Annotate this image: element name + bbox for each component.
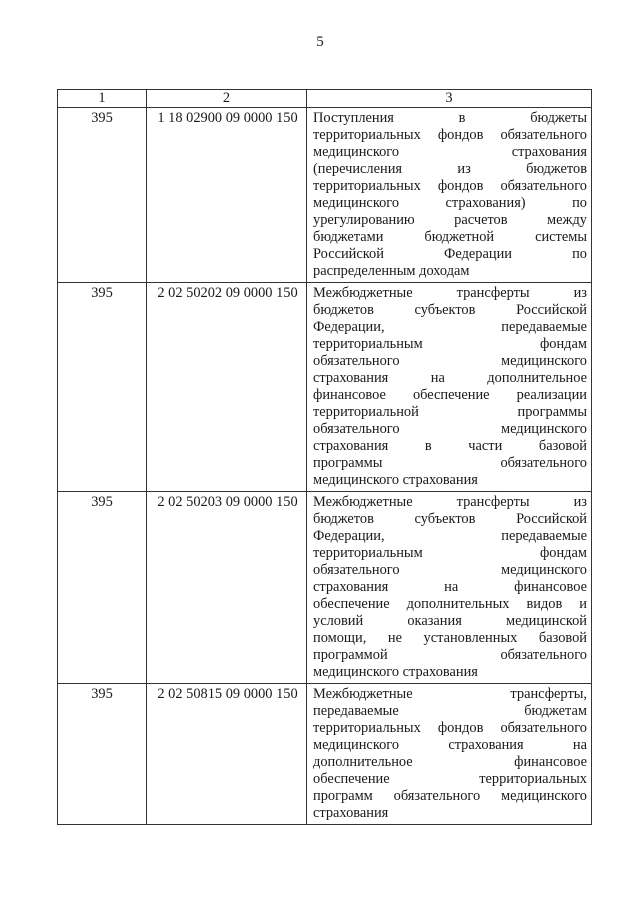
table-header-row — [58, 90, 592, 108]
income-description-cell — [307, 492, 592, 684]
description-line: Межбюджетные трансферты из — [313, 285, 587, 301]
description-line: территориальной программы — [313, 404, 587, 420]
description-line: Российской Федерации по — [313, 246, 587, 262]
description-line: страхования — [313, 805, 389, 821]
description-line: обязательного медицинского — [313, 562, 587, 578]
column-header-2: 2 — [147, 90, 307, 108]
description-line: страхования в части базовой — [313, 438, 587, 454]
description-line: распределенным доходам — [313, 263, 470, 279]
description-line: медицинского страхования на — [313, 737, 587, 753]
description-line: медицинского страхования) по — [313, 195, 587, 211]
description-line: обеспечение дополнительных видов и — [313, 596, 587, 612]
description-line: (перечисления из бюджетов — [313, 161, 587, 177]
description-line: Поступления в бюджеты — [313, 110, 587, 126]
description-line: Федерации, передаваемые — [313, 319, 587, 335]
budget-classification-code-cell: 2 02 50203 09 0000 150 — [147, 492, 307, 684]
income-description-cell — [307, 108, 592, 283]
column-header-3: 3 — [307, 90, 592, 108]
description-line: условий оказания медицинской — [313, 613, 587, 629]
description-line: медицинского страхования — [313, 664, 478, 680]
budget-classification-code-cell: 2 02 50815 09 0000 150 — [147, 684, 307, 825]
administrator-code-cell: 395 — [58, 108, 147, 283]
column-header-1: 1 — [58, 90, 147, 108]
table-row — [58, 108, 592, 283]
page-number: 5 — [316, 34, 324, 50]
description-line: обязательного медицинского — [313, 353, 587, 369]
budget-classification-code-cell: 2 02 50202 09 0000 150 — [147, 283, 307, 492]
table-row — [58, 283, 592, 492]
description-line: программой обязательного — [313, 647, 587, 663]
description-line: территориальных фондов обязательного — [313, 127, 587, 143]
description-line: медицинского страхования — [313, 472, 478, 488]
budget-codes-table — [57, 89, 592, 825]
table-row — [58, 684, 592, 825]
description-line: урегулированию расчетов между — [313, 212, 587, 228]
description-line: Межбюджетные трансферты из — [313, 494, 587, 510]
description-line: Межбюджетные трансферты, — [313, 686, 587, 702]
administrator-code-cell: 395 — [58, 492, 147, 684]
description-line: бюджетов субъектов Российской — [313, 511, 587, 527]
description-line: обязательного медицинского — [313, 421, 587, 437]
description-line: программы обязательного — [313, 455, 587, 471]
description-line: финансовое обеспечение реализации — [313, 387, 587, 403]
description-line: передаваемые бюджетам — [313, 703, 587, 719]
administrator-code-cell: 395 — [58, 684, 147, 825]
description-line: медицинского страхования — [313, 144, 587, 160]
description-line: территориальных фондов обязательного — [313, 720, 587, 736]
description-line: помощи, не установленных базовой — [313, 630, 587, 646]
description-line: бюджетов субъектов Российской — [313, 302, 587, 318]
description-line: дополнительное финансовое — [313, 754, 587, 770]
budget-classification-code-cell: 1 18 02900 09 0000 150 — [147, 108, 307, 283]
description-line: обеспечение территориальных — [313, 771, 587, 787]
description-line: страхования на дополнительное — [313, 370, 587, 386]
description-line: Федерации, передаваемые — [313, 528, 587, 544]
administrator-code-cell: 395 — [58, 283, 147, 492]
description-line: страхования на финансовое — [313, 579, 587, 595]
table-row — [58, 492, 592, 684]
description-line: программ обязательного медицинского — [313, 788, 587, 804]
description-line: территориальным фондам — [313, 545, 587, 561]
income-description-cell — [307, 684, 592, 825]
description-line: бюджетами бюджетной системы — [313, 229, 587, 245]
description-line: территориальных фондов обязательного — [313, 178, 587, 194]
description-line: территориальным фондам — [313, 336, 587, 352]
income-description-cell — [307, 283, 592, 492]
